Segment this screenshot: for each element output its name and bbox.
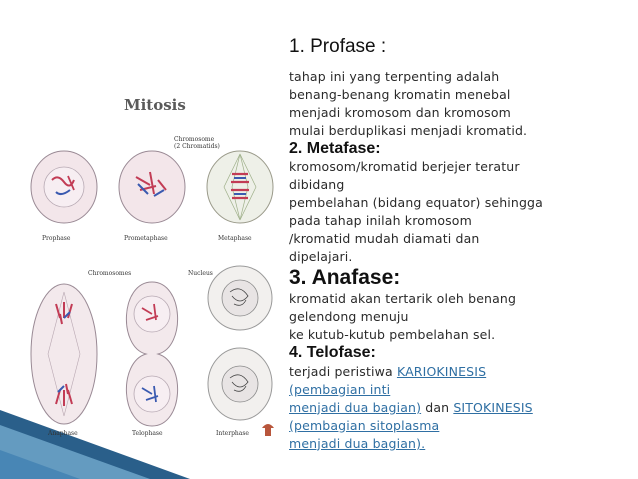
pembagian-sitoplasma-link[interactable]: (pembagian sitoplasma [289, 417, 440, 433]
kariokinesis-link[interactable]: KARIOKINESIS [396, 363, 487, 379]
label-chromatids: (2 Chromatids) [174, 143, 220, 150]
metafase-line: /kromatid mudah diamati dan [289, 231, 480, 247]
pembagian-sitoplasma-link-cont[interactable]: menjadi dua bagian). [289, 435, 426, 451]
sitokinesis-link[interactable]: SITOKINESIS [453, 399, 533, 415]
label-nucleus: Nucleus [188, 270, 213, 277]
telofase-line-5 [289, 435, 629, 453]
text-column [289, 36, 629, 453]
pembagian-inti-link-cont[interactable]: menjadi dua bagian) [289, 399, 422, 415]
label-interphase: Interphase [216, 430, 249, 437]
profase-line: mulai berduplikasi menjadi kromatid. [289, 122, 528, 138]
label-prometaphase: Prometaphase [124, 235, 168, 242]
anafase-line: gelendong menuju [289, 309, 409, 325]
mitosis-cells-drawing [28, 92, 280, 444]
telofase-connector: dan [421, 399, 454, 415]
label-telophase: Telophase [132, 430, 163, 437]
metafase-line: pembelahan (bidang equator) sehingga [289, 195, 543, 211]
figure-title: Mitosis [124, 96, 186, 114]
interphase-cell [208, 266, 274, 436]
anafase-line: kromatid akan tertarik oleh benang [289, 291, 517, 307]
metaphase-cell [207, 151, 273, 223]
label-prophase: Prophase [42, 235, 71, 242]
telofase-line-4 [289, 417, 629, 435]
telofase-line-3 [289, 399, 629, 417]
prophase-cell [31, 151, 97, 223]
heading-profase: 1. Profase : [289, 36, 387, 57]
anafase-line: ke kutub-kutub pembelahan sel. [289, 327, 496, 343]
telophase-cell [126, 282, 177, 426]
metafase-line: kromosom/kromatid berjejer teratur [289, 159, 520, 175]
metafase-line: pada tahap inilah kromosom [289, 213, 472, 229]
metafase-line: dipelajari. [289, 249, 353, 265]
telofase-line-2 [289, 381, 629, 399]
label-metaphase: Metaphase [218, 235, 252, 242]
heading-anafase: 3. Anafase: [289, 266, 401, 290]
heading-telofase: 4. Telofase: [289, 344, 376, 362]
mitosis-figure [28, 92, 280, 444]
pembagian-inti-link[interactable]: (pembagian inti [289, 381, 391, 397]
telofase-line-1 [289, 363, 629, 381]
anaphase-cell [31, 284, 97, 424]
profase-line: menjadi kromosom dan kromosom [289, 104, 511, 120]
profase-line: tahap ini yang terpenting adalah [289, 68, 500, 84]
profase-line: benang-benang kromatin menebal [289, 86, 511, 102]
telofase-intro: terjadi peristiwa [289, 363, 397, 379]
heading-metafase: 2. Metafase: [289, 139, 381, 157]
prometaphase-cell [119, 151, 185, 223]
metafase-line: dibidang [289, 177, 345, 193]
label-anaphase: Anaphase [48, 430, 78, 437]
label-chromosomes: Chromosomes [88, 270, 132, 277]
label-chromosome: Chromosome [174, 136, 215, 143]
